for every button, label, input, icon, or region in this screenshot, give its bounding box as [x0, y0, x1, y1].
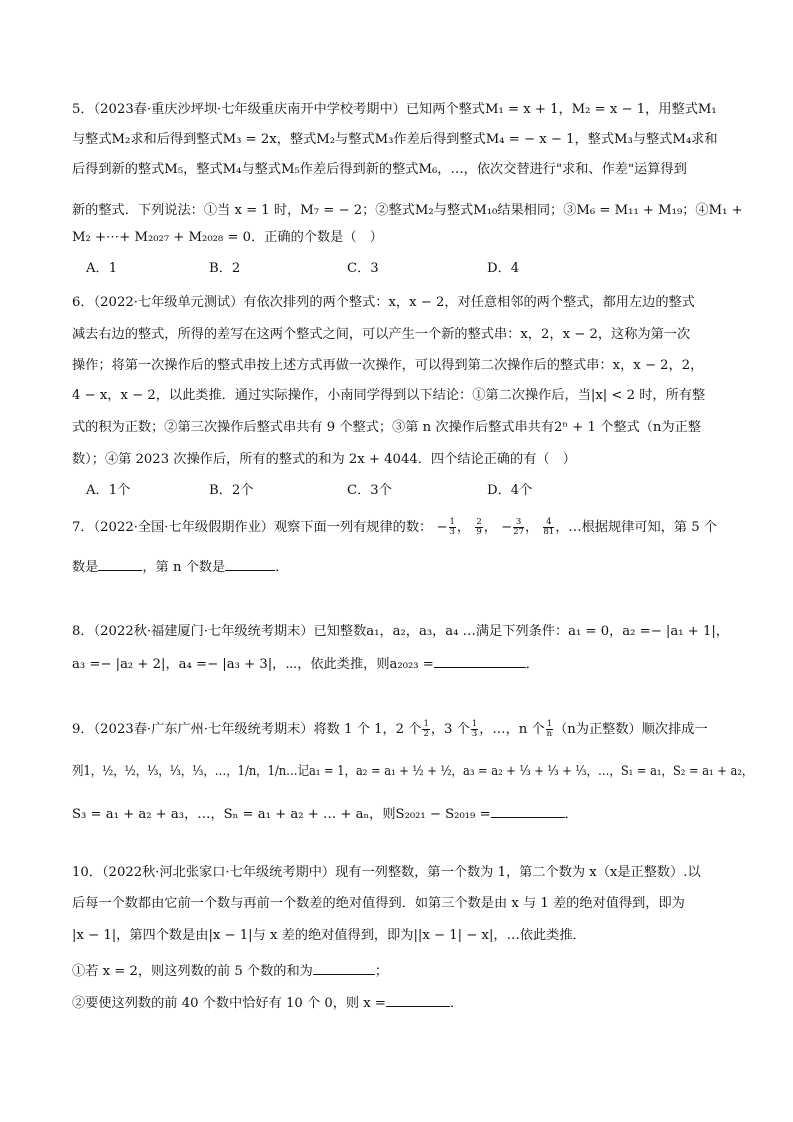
q6-line-5: 式的积为正数；②第三次操作后整式串共有 9 个整式；③第 n 次操作后整式串共有2ⁿ + 1 个整式（n为正整 — [72, 420, 701, 435]
q10-line-4 — [72, 960, 388, 982]
q6-line-2: 减去右边的整式，所得的差写在这两个整式之间，可以产生一个新的整式串：x，2，x − 2，这称为第一次 — [72, 327, 691, 342]
q5-option-c[interactable]: C．3 — [347, 261, 379, 276]
q9-frac-n: $\frac{1}{n}$ — [546, 719, 553, 739]
q9-text: S₃ = a₁ + a₂ + a₃，…，Sₙ = a₁ + a₂ + … + aₙ，则S₂₀₂₁ − S₂₀₁₉ = — [72, 807, 491, 822]
q8-blank[interactable] — [434, 653, 526, 668]
q10-sub2-text: ②要使这列数的前 40 个数中恰好有 10 个 0，则 x = — [72, 996, 386, 1011]
q8-end: ． — [525, 657, 539, 672]
q5-option-d[interactable]: D．4 — [487, 261, 520, 276]
q8-text: a₃ =− |a₂ + 2|，a₄ =− |a₃ + 3|，⋯，依此类推，则a₂₀₂₃ = — [72, 657, 434, 672]
q7-prefix: 7．（2022·全国·七年级假期作业）观察下面一列有规律的数： — [72, 520, 433, 535]
q7-frac-4: $\frac{4}{81}$ — [543, 517, 555, 537]
q6-option-a[interactable]: A．1个 — [86, 483, 131, 498]
q6-line-6: 数）；④第 2023 次操作后，所有的整式的和为 2x + 4044．四个结论正确的有（ ） — [72, 452, 576, 467]
q10-line-2: 后每一个数都由它前一个数与再前一个数差的绝对值得到．如第三个数是由 x 与 1 差的绝对值得到，即为 — [72, 896, 685, 911]
q10-line-5 — [72, 992, 463, 1014]
q9-text-d: （n为正整数）顺次排成一 — [554, 722, 708, 737]
q5-line-2: 与整式M₂求和后得到整式M₃ = 2x，整式M₂与整式M₃作差后得到整式M₄ = − x − 1，整式M₃与整式M₄求和 — [72, 132, 718, 147]
q9-blank[interactable] — [491, 803, 565, 818]
q9-text-b: ，3 个 — [430, 722, 470, 737]
q10-blank-2[interactable] — [386, 992, 450, 1007]
q9-frac-third: $\frac{1}{3}$ — [471, 719, 478, 739]
q7-blank-2[interactable] — [225, 556, 275, 571]
q6-option-d[interactable]: D．4个 — [487, 483, 533, 498]
q7-frac-3: $\frac{3}{27}$ — [513, 517, 525, 537]
q6-option-c[interactable]: C．3个 — [347, 483, 392, 498]
q9-line-2: 列1，½，½，⅓，⅓，⅓，…，1/n，1/n…记a₁ = 1，a₂ = a₁ + ½ + ½，a₃ = a₂ + ⅓ + ⅓ + ⅓，…，S₁ = a₁，S₂ = a₁ + a₂， — [72, 764, 754, 779]
q10-sub1-text: ①若 x = 2，则这列数的前 5 个数的和为 — [72, 964, 313, 979]
q6-line-1: 6．（2022·七年级单元测试）有依次排列的两个整式：x，x − 2，对任意相邻的两个整式，都用左边的整式 — [72, 295, 695, 310]
q5-line-5: M₂ +⋯+ M₂₀₂₇ + M₂₀₂₈ = 0．正确的个数是（ ） — [72, 230, 383, 245]
q9-frac-half: $\frac{1}{2}$ — [423, 719, 429, 739]
q9-text-a: 9．（2023春·广东广州·七年级统考期末）将数 1 个 1，2 个 — [72, 722, 422, 737]
q8-line-1: 8．（2022秋·福建厦门·七年级统考期末）已知整数a₁，a₂，a₃，a₄ …满足下列条件：a₁ = 0，a₂ =− |a₁ + 1|， — [72, 624, 729, 639]
q5-option-b[interactable]: B．2 — [209, 261, 241, 276]
q6-line-3: 操作；将第一次操作后的整式串按上述方式再做一次操作，可以得到第二次操作后的整式串：x，x − 2，2， — [72, 358, 704, 373]
q6-line-4: 4 − x，x − 2，以此类推．通过实际操作，小南同学得到以下结论：①第二次操作后，当|x| < 2 时，所有整 — [72, 388, 706, 403]
q5-option-a[interactable]: A．1 — [86, 261, 118, 276]
q5-line-3: 后得到新的整式M₅，整式M₄与整式M₅作差后得到新的整式M₆，…，依次交替进行"求和、作差"运算得到 — [72, 162, 687, 177]
q10-line-3: |x − 1|，第四个数是由|x − 1|与 x 差的绝对值得到，即为||x − 1| − x|，…依此类推． — [72, 928, 586, 943]
q9-text-c: ，…，n 个 — [479, 722, 545, 737]
q7-frac-2: $\frac{2}{9}$ — [476, 517, 482, 537]
q7-line-2 — [72, 556, 288, 578]
q10-sub2-end: ． — [449, 996, 464, 1011]
q10-blank-1[interactable] — [313, 960, 375, 975]
q7-text-a: 数是 — [72, 560, 99, 575]
q7-frac-1-sign: − — [436, 520, 448, 535]
q9-end: ． — [564, 807, 578, 822]
q9-line-1 — [72, 720, 708, 740]
q10-line-1: 10．（2022秋·河北张家口·七年级统考期中）现有一列整数，第一个数为 1，第二个数为 x（x是正整数）.以 — [72, 865, 701, 880]
q5-line-1: 5．（2023春·重庆沙坪坝·七年级重庆南开中学校考期中）已知两个整式M₁ = x + 1，M₂ = x − 1，用整式M₁ — [72, 102, 717, 117]
q7-text-b: ，第 n 个数是 — [142, 560, 226, 575]
q7-frac-3-sign: − — [501, 520, 513, 535]
q9-line-3 — [72, 803, 578, 825]
q7-frac-1: $\frac{1}{3}$ — [449, 517, 455, 537]
q7-suffix: ，…根据规律可知，第 5 个 — [555, 520, 718, 535]
q5-line-4: 新的整式．下列说法：①当 x = 1 时，M₇ = − 2；②整式M₂与整式M₁₀结果相同；③M₆ = M₁₁ + M₁₉；④M₁ + — [72, 203, 743, 218]
q8-line-2 — [72, 653, 539, 675]
q7-end: ． — [275, 560, 289, 575]
q7-blank-1[interactable] — [98, 556, 142, 571]
q6-option-b[interactable]: B．2个 — [209, 483, 254, 498]
q10-sub1-end: ； — [374, 964, 389, 979]
q7-line-1: 7．（2022·全国·七年级假期作业）观察下面一列有规律的数： − $\frac{1}{3}$ ， $\frac{2}{9}$ ， − $\frac{3}{27}$ ， $\frac{4}{81}$ ，…根据规律可知，第 5 个 — [72, 517, 718, 537]
